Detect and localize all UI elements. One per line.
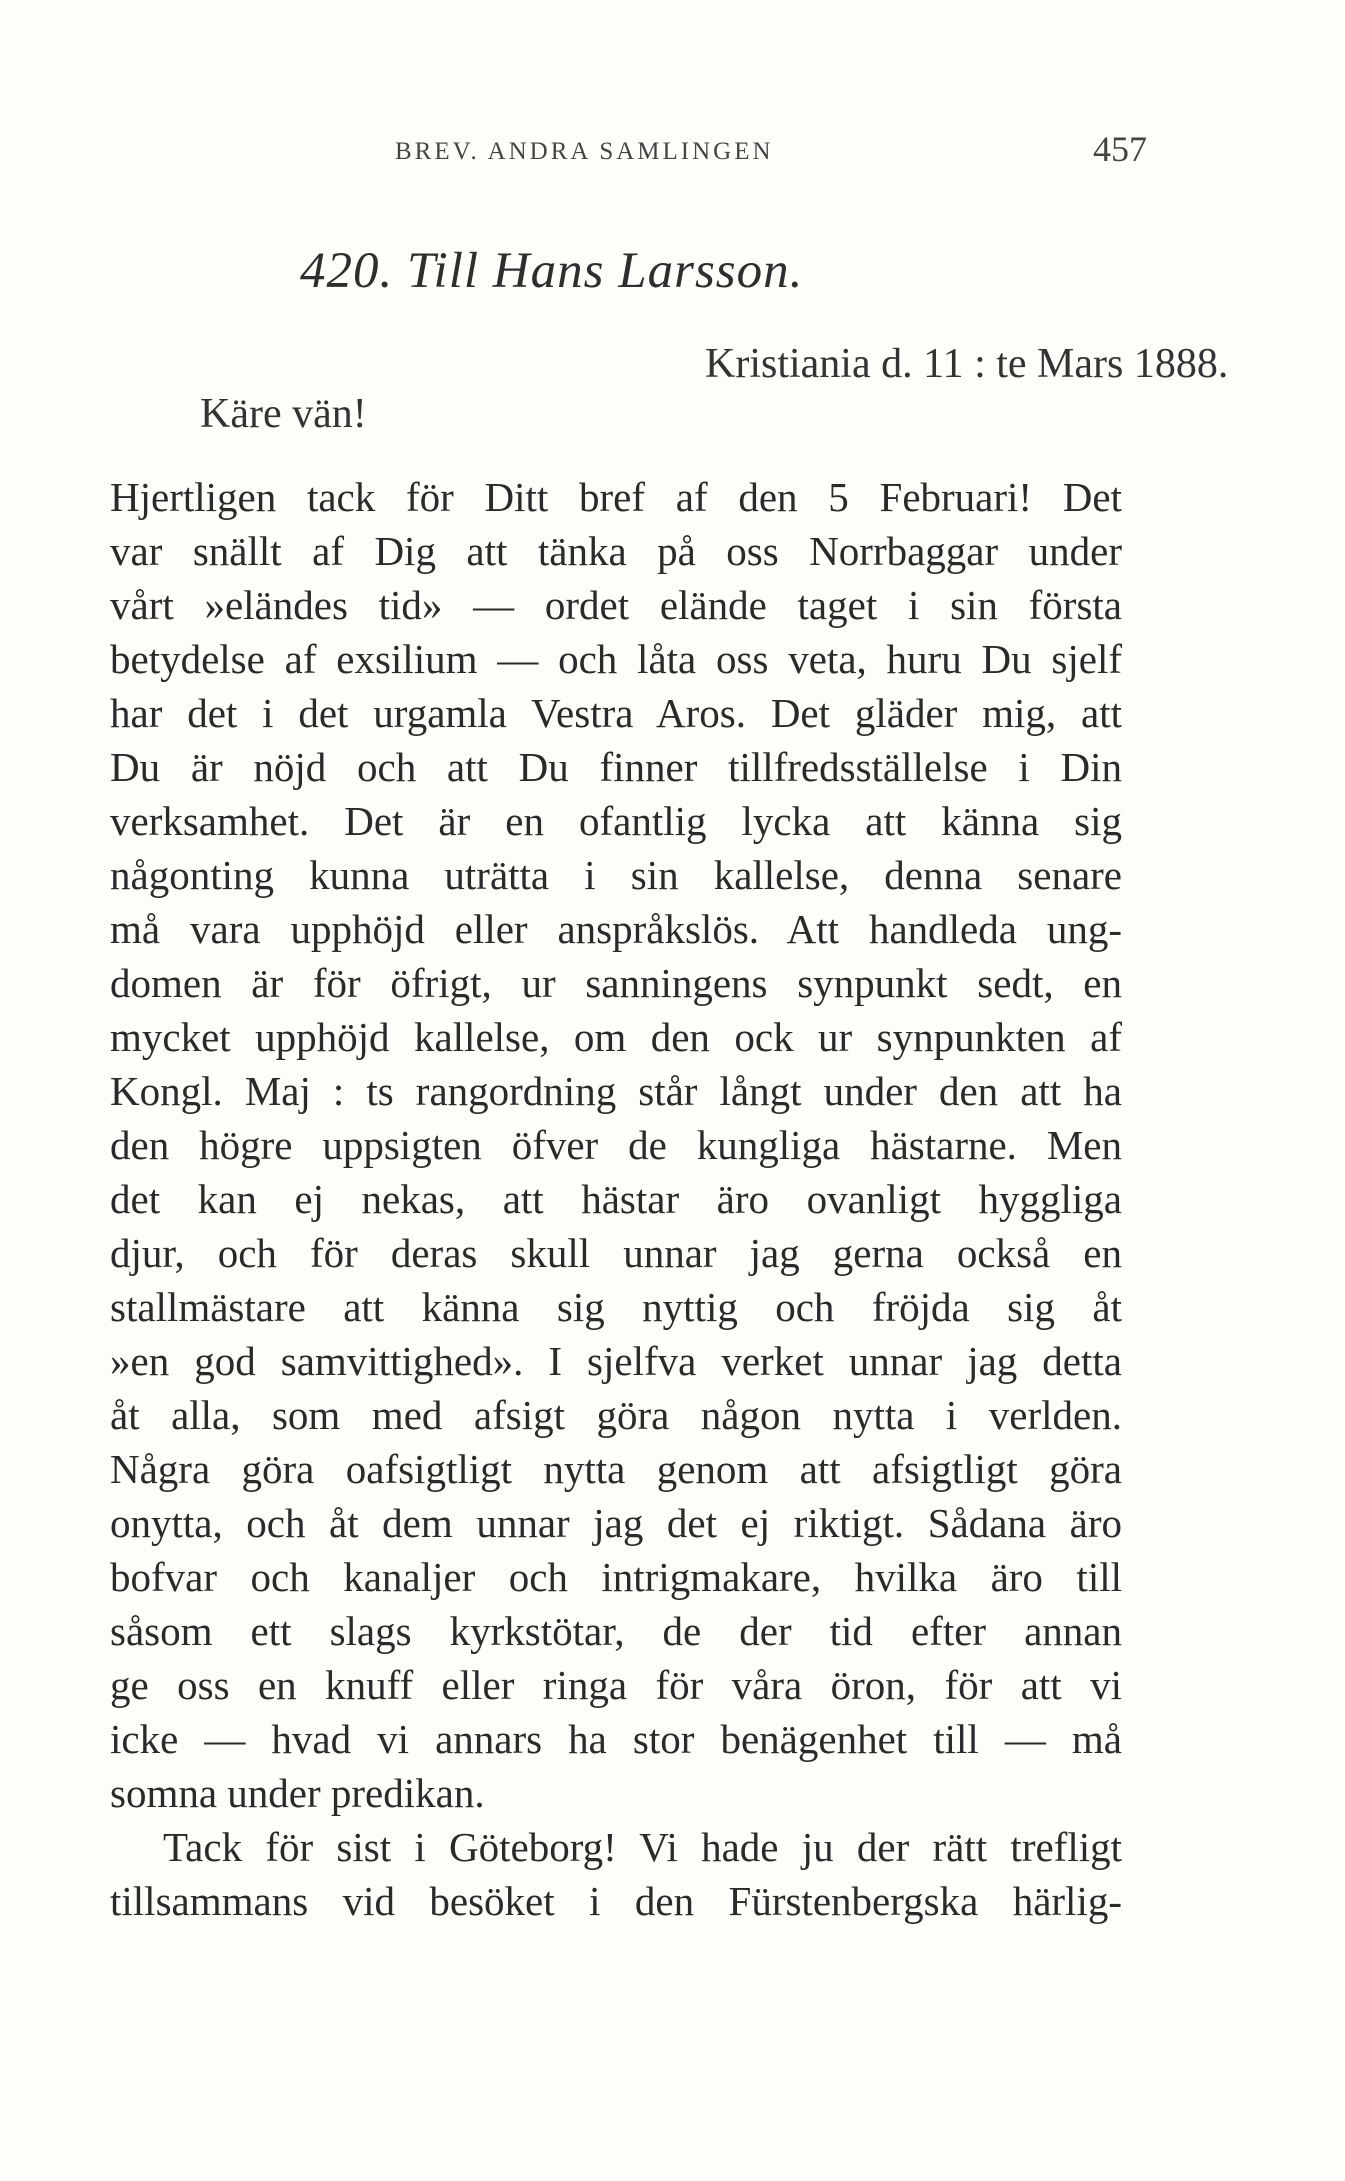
body-line: djur, och för deras skull unnar jag gerna också en [110, 1230, 1122, 1276]
body-line: Kongl. Maj : ts rangordning står långt under den att ha [110, 1068, 1122, 1114]
page-number: 457 [1093, 129, 1147, 169]
body-line: har det i det urgamla Vestra Aros. Det gläder mig, att [110, 690, 1122, 736]
body-line: var snällt af Dig att tänka på oss Norrbaggar under [110, 528, 1122, 574]
body-line: någonting kunna uträtta i sin kallelse, denna senare [110, 852, 1122, 898]
letter-body [110, 470, 1122, 1928]
body-line: »en god samvittighed». I sjelfva verket unnar jag detta [110, 1338, 1122, 1384]
body-line: Du är nöjd och att Du finner tillfredsställelse i Din [110, 744, 1122, 790]
body-line: den högre uppsigten öfver de kungliga hästarne. Men [110, 1122, 1122, 1168]
body-line: Hjertligen tack för Ditt bref af den 5 Februari! Det [110, 474, 1122, 520]
body-line: såsom ett slags kyrkstötar, de der tid efter annan [110, 1608, 1122, 1654]
body-line: icke — hvad vi annars ha stor benägenhet till — må [110, 1716, 1122, 1762]
body-line: må vara upphöjd eller anspråkslös. Att handleda ung- [110, 906, 1122, 952]
body-line: tillsammans vid besöket i den Fürstenbergska härlig- [110, 1878, 1122, 1924]
body-line: mycket upphöjd kallelse, om den ock ur synpunkten af [110, 1014, 1122, 1060]
body-line: domen är för öfrigt, ur sanningens synpunkt sedt, en [110, 960, 1122, 1006]
body-line: somna under predikan. [110, 1770, 485, 1816]
body-line: onytta, och åt dem unnar jag det ej riktigt. Sådana äro [110, 1500, 1122, 1546]
letter-title: 420. Till Hans Larsson. [300, 243, 804, 299]
body-line: betydelse af exsilium — och låta oss veta, huru Du sjelf [110, 636, 1122, 682]
body-line: Tack för sist i Göteborg! Vi hade ju der rätt trefligt [163, 1824, 1122, 1870]
body-line: bofvar och kanaljer och intrigmakare, hvilka äro till [110, 1554, 1122, 1600]
body-line: vårt »eländes tid» — ordet elände taget i sin första [110, 582, 1122, 628]
body-line: ge oss en knuff eller ringa för våra öron, för att vi [110, 1662, 1122, 1708]
letter-salutation: Käre vän! [200, 391, 367, 437]
body-line: stallmästare att känna sig nyttig och fröjda sig åt [110, 1284, 1122, 1330]
running-head: BREV. ANDRA SAMLINGEN [395, 138, 774, 165]
body-line: verksamhet. Det är en ofantlig lycka att känna sig [110, 798, 1122, 844]
body-line: det kan ej nekas, att hästar äro ovanligt hyggliga [110, 1176, 1122, 1222]
letter-dateline: Kristiania d. 11 : te Mars 1888. [705, 341, 1229, 387]
body-line: Några göra oafsigtligt nytta genom att afsigtligt göra [110, 1446, 1122, 1492]
body-line: åt alla, som med afsigt göra någon nytta i verlden. [110, 1392, 1122, 1438]
